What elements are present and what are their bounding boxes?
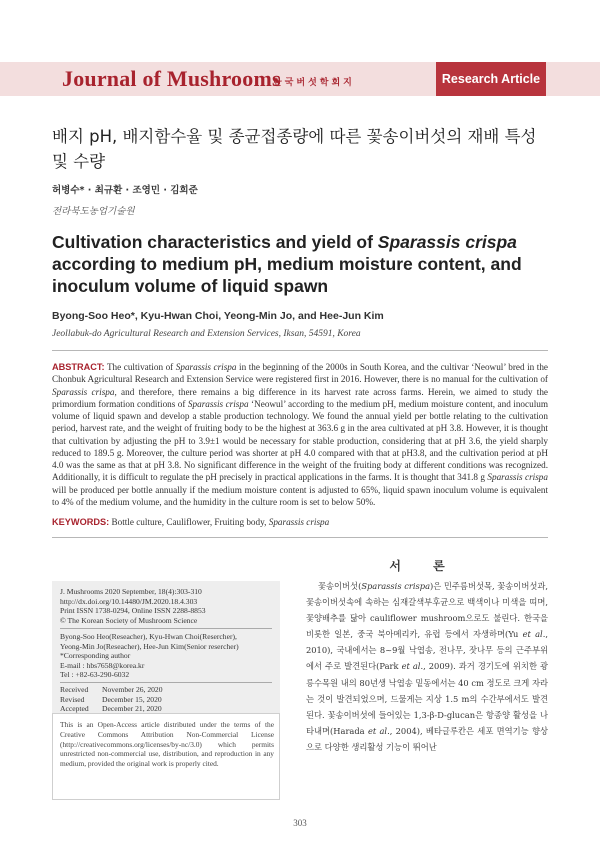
body-text: )은 민주름버섯목, 꽃송이버섯과, 꽃송이버섯속에 속하는 심재갈색부후균으로 백색이나 미색을 띠며, 꽃양배추를 닮아 cauliflower mushroom으로도 불린다. 한국을 비롯한 일본, 중국 북아메리카, 유럽 등에서 자생하며(Yu bbox=[306, 581, 548, 640]
keywords bbox=[52, 517, 548, 527]
species-name: Sparassis crispa bbox=[268, 517, 330, 527]
article-type-badge: Research Article bbox=[436, 62, 546, 96]
intro-heading: 서 론 bbox=[389, 559, 459, 573]
english-authors: Byong-Soo Heo*, Kyu-Hwan Choi, Yeong-Min Jo, and Hee-Jun Kim bbox=[52, 310, 384, 322]
species-name: Sparassis crispa bbox=[52, 386, 115, 397]
abstract-text: will be produced per bottle annually if the medium moisture content is adjusted to 65%, liquid spawn inoculum volume is equivalent to 4% of the medium volume, and the humidity in the culture room is set to below 50%. bbox=[52, 484, 548, 507]
info-divider bbox=[60, 628, 272, 629]
abstract bbox=[52, 361, 548, 508]
info-divider bbox=[60, 682, 272, 683]
species-name: Sparassis crispa bbox=[187, 398, 249, 409]
copyright: © The Korean Society of Mushroom Science bbox=[60, 615, 198, 625]
abstract-text: The cultivation of bbox=[104, 362, 176, 372]
korean-authors: 허병수* · 최규환 · 조영민 · 김희준 bbox=[52, 185, 198, 196]
revised-date: December 15, 2020 bbox=[102, 694, 162, 704]
accepted-date: December 21, 2020 bbox=[102, 704, 162, 714]
title-part: Cultivation characteristics and yield of bbox=[52, 232, 378, 252]
email[interactable]: E-mail : hbs7658@korea.kr bbox=[60, 660, 145, 670]
species-name: Sparassis crispa bbox=[175, 362, 237, 372]
intro-body bbox=[306, 578, 548, 755]
body-text: ., 2009). 과거 경기도에 위치한 광릉수목원 내의 80년생 낙엽송 밑동에서는 40 cm 정도로 크게 자라는 것이 발견되었으며, 드물게는 지상 1.5 m의 수간부에서도 발견된다. 꽃송이버섯에 들어있는 1,3-β-D-glucan은 항종양 활성을 나타내며(Harada bbox=[306, 661, 549, 736]
species-name: Sparassis crispa bbox=[361, 581, 431, 591]
keywords-label: KEYWORDS: bbox=[52, 517, 110, 527]
page-number: 303 bbox=[293, 818, 307, 828]
korean-title: 배지 pH, 배지함수율 및 종균접종량에 따른 꽃송이버섯의 재배 특성 및 수량 bbox=[52, 127, 537, 171]
open-access-text: This is an Open-Access article distributed under the terms of the Creative Commons Attribution Non-Commercial License (http://creativecommons.org/licenses/by-nc/3.0) which permits unrestricted non-commercial use, distribution, and reproduction in any medium, provided the original work is properly cited. bbox=[60, 720, 274, 769]
english-title bbox=[52, 231, 522, 297]
citation: J. Mushrooms 2020 September, 18(4):303-310 bbox=[60, 587, 202, 596]
et-al: et al bbox=[522, 629, 543, 640]
korean-affiliation: 전라북도농업기술원 bbox=[52, 207, 135, 217]
doi-link[interactable]: http://dx.doi.org/10.14480/JM.2020.18.4.303 bbox=[60, 596, 198, 606]
body-text: 꽃송이버섯( bbox=[318, 581, 362, 591]
journal-title: Journal of Mushrooms bbox=[62, 66, 281, 91]
abstract-text: , and therefore, there remains a big difference in its harvest rate across farms. Herein, we aimed to study the primordium formation conditions of bbox=[52, 386, 549, 409]
received-label: Received bbox=[60, 685, 89, 694]
abstract-label: ABSTRACT: bbox=[52, 362, 105, 372]
body-text: ., 2010), 국내에서는 8~9월 낙엽송, 전나무, 잣나무 등의 근주부위에서 주로 발견된다(Park bbox=[306, 629, 548, 672]
telephone: Tel : +82-63-290-6032 bbox=[60, 670, 130, 680]
society-name: 한국버섯학회지 bbox=[273, 78, 355, 88]
divider bbox=[52, 350, 548, 351]
species-name: Sparassis crispa bbox=[487, 472, 548, 483]
title-part: according to medium pH, medium moisture content, and inoculum volume of liquid spawn bbox=[52, 254, 522, 296]
et-al: et al bbox=[367, 725, 388, 736]
abstract-text: ‘Neowul’ according to the medium pH, medium moisture content, and inoculum volume of liquid spawn and develop a stable production technology. We found the annual yield per bottle relating to the cultivation period, harvest rate, and the weight of fruiting body to be the highest at 363.6 g in the area cultivated at pH 3.8. However, it is thought that cultivation by adjusting the pH to 3.9±1 would be necessary for stable production, considering that at pH 3.6, the yield sharply reduced to 189.5 g. Moreover, the culture period was shorter at pH 4.0 compared with that at pH3.8, and the cultivation period at pH 4.0 was the same as that at pH 3.8. No significant difference in the weight of the fruiting body at different conditions was recognized. Additionally, it is difficult to regulate the pH precisely in practical applications in the farms. It is thought that 341.8 g bbox=[52, 398, 548, 483]
accepted-label: Accepted bbox=[60, 704, 89, 714]
article-info-box bbox=[52, 581, 280, 800]
open-access-box bbox=[52, 713, 280, 800]
issn: Print ISSN 1738-0294, Online ISSN 2288-8853 bbox=[60, 606, 206, 616]
revised-label: Revised bbox=[60, 694, 85, 704]
english-affiliation: Jeollabuk-do Agricultural Research and Extension Services, Iksan, 54591, Korea bbox=[52, 329, 361, 339]
body-text: ., 2004), 베타글루칸은 세포 면역기능 향상으로 다양한 생리활성 기능이 뛰어난 bbox=[306, 725, 548, 752]
divider bbox=[52, 537, 548, 538]
abstract-text: in the beginning of the 2000s in South Korea, and the cultivar ‘Neowul’ bred in the Chonbuk Agricultural Research and Extension Service were registered first in 2016. However, there is no manual for the cultivation of bbox=[52, 362, 548, 385]
keywords-text: Bottle culture, Cauliflower, Fruiting body, bbox=[109, 517, 269, 527]
et-al: et al bbox=[401, 661, 421, 672]
corresponding-author: *Corresponding author bbox=[60, 651, 131, 661]
received-date: November 26, 2020 bbox=[102, 685, 163, 694]
author-roles: Byong-Soo Heo(Reseacher), Kyu-Hwan Choi(Resercher), bbox=[60, 632, 237, 641]
title-species: Sparassis crispa bbox=[377, 232, 517, 252]
author-roles: Yeong-Min Jo(Reseacher), Hee-Jun Kim(Senior resercher) bbox=[60, 641, 239, 651]
